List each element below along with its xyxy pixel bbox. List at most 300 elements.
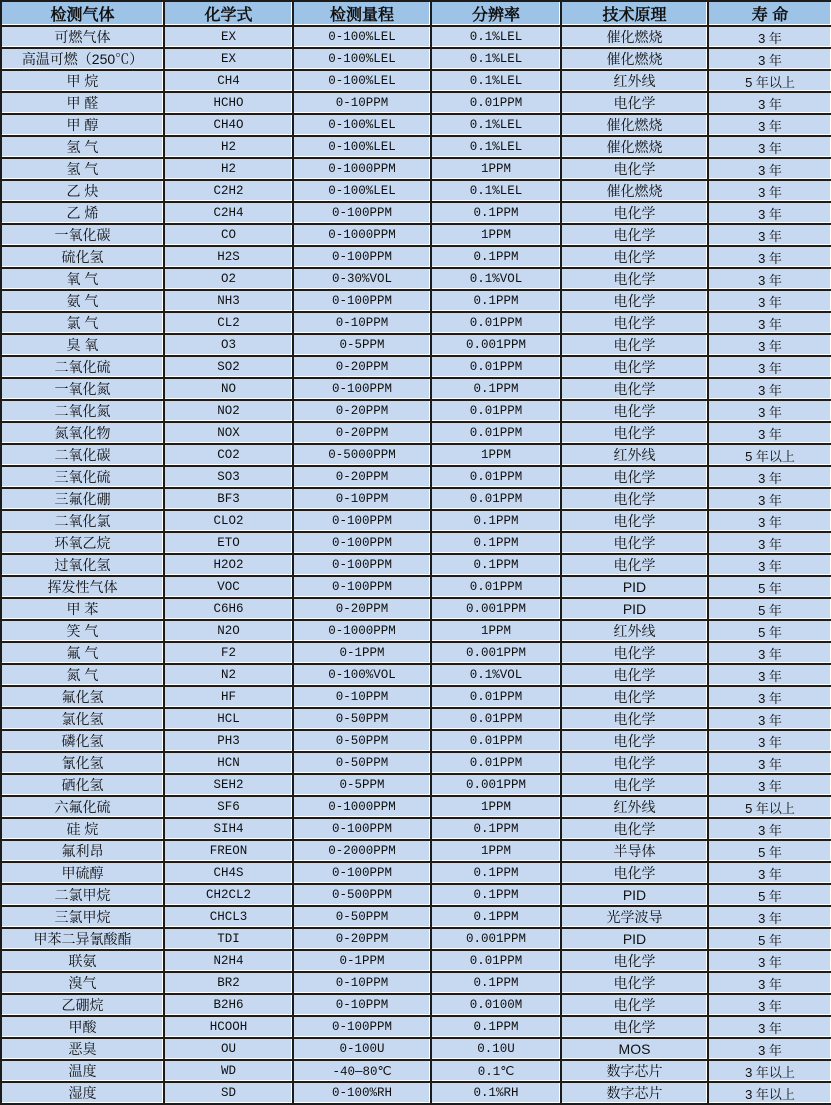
cell-resolution: 0.1PPM [431,1016,561,1038]
cell-detection-range: 0-30%VOL [293,268,431,290]
cell-resolution: 0.01PPM [431,400,561,422]
cell-resolution: 0.1%VOL [431,664,561,686]
cell-technology-principle: 电化学 [561,510,708,532]
cell-detection-range: 0-100PPM [293,1016,431,1038]
cell-resolution: 0.01PPM [431,488,561,510]
cell-chemical-formula: N2 [164,664,293,686]
cell-technology-principle: 催化燃烧 [561,26,708,48]
table-row [1,950,831,972]
cell-technology-principle: 电化学 [561,488,708,510]
cell-chemical-formula: VOC [164,576,293,598]
cell-lifespan: 3 年 [708,26,831,48]
cell-technology-principle: 电化学 [561,290,708,312]
cell-detection-range: 0-100PPM [293,290,431,312]
cell-detection-range: 0-10PPM [293,994,431,1016]
cell-resolution: 0.1PPM [431,202,561,224]
table-row [1,444,831,466]
table-row [1,224,831,246]
cell-chemical-formula: NOX [164,422,293,444]
cell-lifespan: 5 年 [708,620,831,642]
cell-resolution: 0.1%LEL [431,136,561,158]
cell-detection-range: 0-10PPM [293,686,431,708]
cell-detection-range: 0-20PPM [293,422,431,444]
cell-lifespan: 5 年 [708,928,831,950]
cell-gas-name: 环氧乙烷 [1,532,164,554]
cell-technology-principle: 电化学 [561,92,708,114]
cell-detection-range: 0-100%LEL [293,48,431,70]
cell-resolution: 0.01PPM [431,708,561,730]
cell-technology-principle: MOS [561,1038,708,1060]
cell-lifespan: 3 年 [708,730,831,752]
cell-resolution: 0.1PPM [431,554,561,576]
cell-lifespan: 5 年以上 [708,444,831,466]
cell-lifespan: 3 年 [708,202,831,224]
cell-detection-range: 0-1000PPM [293,158,431,180]
table-row [1,774,831,796]
cell-lifespan: 5 年 [708,576,831,598]
cell-lifespan: 3 年 [708,224,831,246]
cell-detection-range: 0-100PPM [293,246,431,268]
cell-technology-principle: 红外线 [561,444,708,466]
cell-detection-range: 0-100%LEL [293,114,431,136]
table-row [1,598,831,620]
cell-gas-name: 联氨 [1,950,164,972]
cell-lifespan: 3 年以上 [708,1060,831,1082]
cell-detection-range: 0-100PPM [293,202,431,224]
cell-resolution: 1PPM [431,796,561,818]
table-row [1,488,831,510]
cell-resolution: 0.1PPM [431,906,561,928]
cell-gas-name: 甲 醛 [1,92,164,114]
cell-gas-name: 氟 气 [1,642,164,664]
cell-chemical-formula: H2 [164,136,293,158]
cell-chemical-formula: HCL [164,708,293,730]
table-row [1,664,831,686]
cell-gas-name: 氟化氢 [1,686,164,708]
cell-technology-principle: PID [561,598,708,620]
cell-technology-principle: 催化燃烧 [561,114,708,136]
cell-lifespan: 3 年 [708,114,831,136]
cell-resolution: 0.1%LEL [431,114,561,136]
cell-resolution: 0.10U [431,1038,561,1060]
cell-detection-range: 0-100PPM [293,862,431,884]
cell-resolution: 0.1PPM [431,378,561,400]
cell-lifespan: 3 年 [708,92,831,114]
cell-gas-name: 三氟化硼 [1,488,164,510]
cell-chemical-formula: SD [164,1082,293,1104]
cell-detection-range: 0-50PPM [293,906,431,928]
cell-gas-name: 乙 炔 [1,180,164,202]
cell-chemical-formula: HCOOH [164,1016,293,1038]
table-row [1,510,831,532]
cell-gas-name: 氨 气 [1,290,164,312]
cell-resolution: 0.001PPM [431,928,561,950]
table-row [1,400,831,422]
cell-detection-range: 0-50PPM [293,708,431,730]
cell-chemical-formula: HF [164,686,293,708]
cell-technology-principle: 电化学 [561,818,708,840]
cell-chemical-formula: PH3 [164,730,293,752]
cell-technology-principle: 红外线 [561,70,708,92]
cell-detection-range: 0-50PPM [293,730,431,752]
cell-chemical-formula: ETO [164,532,293,554]
table-row [1,642,831,664]
cell-chemical-formula: SEH2 [164,774,293,796]
cell-resolution: 0.01PPM [431,312,561,334]
cell-gas-name: 甲硫醇 [1,862,164,884]
table-row [1,356,831,378]
table-row [1,70,831,92]
cell-chemical-formula: TDI [164,928,293,950]
cell-lifespan: 3 年 [708,1016,831,1038]
cell-lifespan: 3 年 [708,708,831,730]
cell-gas-name: 乙 烯 [1,202,164,224]
cell-lifespan: 3 年 [708,180,831,202]
cell-detection-range: 0-1PPM [293,642,431,664]
cell-technology-principle: 电化学 [561,686,708,708]
table-row [1,576,831,598]
cell-lifespan: 3 年 [708,356,831,378]
cell-technology-principle: 电化学 [561,554,708,576]
cell-gas-name: 硒化氢 [1,774,164,796]
cell-technology-principle: 电化学 [561,158,708,180]
cell-chemical-formula: C2H2 [164,180,293,202]
cell-technology-principle: 电化学 [561,532,708,554]
table-row [1,730,831,752]
cell-resolution: 0.1%LEL [431,48,561,70]
cell-technology-principle: 电化学 [561,400,708,422]
cell-resolution: 0.1PPM [431,246,561,268]
cell-chemical-formula: CH4 [164,70,293,92]
cell-resolution: 0.1PPM [431,290,561,312]
cell-chemical-formula: H2O2 [164,554,293,576]
cell-chemical-formula: O3 [164,334,293,356]
cell-gas-name: 氢 气 [1,136,164,158]
cell-technology-principle: PID [561,576,708,598]
column-header-resolution: 分辨率 [431,1,561,26]
cell-detection-range: 0-20PPM [293,928,431,950]
cell-technology-principle: PID [561,928,708,950]
table-row [1,840,831,862]
cell-lifespan: 3 年 [708,422,831,444]
cell-lifespan: 3 年 [708,862,831,884]
cell-gas-name: 氟利昂 [1,840,164,862]
cell-detection-range: 0-10PPM [293,488,431,510]
cell-resolution: 0.1℃ [431,1060,561,1082]
cell-resolution: 0.01PPM [431,422,561,444]
table-row [1,26,831,48]
table-row [1,928,831,950]
cell-technology-principle: 红外线 [561,796,708,818]
table-row [1,158,831,180]
table-row [1,818,831,840]
cell-lifespan: 3 年 [708,950,831,972]
cell-lifespan: 3 年 [708,752,831,774]
cell-chemical-formula: BF3 [164,488,293,510]
cell-technology-principle: 催化燃烧 [561,180,708,202]
cell-detection-range: 0-20PPM [293,598,431,620]
cell-chemical-formula: B2H6 [164,994,293,1016]
table-row [1,972,831,994]
cell-chemical-formula: SF6 [164,796,293,818]
cell-lifespan: 3 年 [708,378,831,400]
cell-detection-range: 0-100%VOL [293,664,431,686]
cell-gas-name: 甲 醇 [1,114,164,136]
cell-technology-principle: 电化学 [561,1016,708,1038]
cell-chemical-formula: OU [164,1038,293,1060]
cell-chemical-formula: H2S [164,246,293,268]
cell-chemical-formula: C6H6 [164,598,293,620]
cell-technology-principle: 电化学 [561,466,708,488]
cell-technology-principle: 电化学 [561,708,708,730]
cell-chemical-formula: CLO2 [164,510,293,532]
cell-technology-principle: 电化学 [561,664,708,686]
cell-technology-principle: 电化学 [561,202,708,224]
cell-resolution: 0.001PPM [431,598,561,620]
header-row [1,1,831,26]
cell-resolution: 0.1PPM [431,818,561,840]
cell-technology-principle: 光学波导 [561,906,708,928]
cell-resolution: 1PPM [431,840,561,862]
table-row [1,246,831,268]
column-header-lifespan: 寿 命 [708,1,831,26]
table-row [1,466,831,488]
cell-technology-principle: 催化燃烧 [561,136,708,158]
cell-gas-name: 一氧化碳 [1,224,164,246]
cell-detection-range: 0-500PPM [293,884,431,906]
cell-chemical-formula: CH4O [164,114,293,136]
cell-resolution: 0.01PPM [431,92,561,114]
cell-gas-name: 二氯甲烷 [1,884,164,906]
cell-gas-name: 甲苯二异氰酸酯 [1,928,164,950]
cell-detection-range: 0-10PPM [293,972,431,994]
cell-gas-name: 高温可燃（250℃） [1,48,164,70]
cell-resolution: 0.1PPM [431,884,561,906]
cell-technology-principle: 电化学 [561,950,708,972]
cell-gas-name: 氮 气 [1,664,164,686]
table-row [1,884,831,906]
cell-lifespan: 5 年 [708,840,831,862]
cell-technology-principle: 电化学 [561,642,708,664]
cell-lifespan: 5 年 [708,884,831,906]
cell-lifespan: 3 年 [708,400,831,422]
cell-chemical-formula: HCN [164,752,293,774]
cell-lifespan: 3 年 [708,466,831,488]
cell-detection-range: 0-100PPM [293,510,431,532]
cell-technology-principle: 电化学 [561,268,708,290]
cell-lifespan: 3 年 [708,1038,831,1060]
cell-detection-range: 0-1000PPM [293,224,431,246]
cell-technology-principle: 电化学 [561,752,708,774]
cell-chemical-formula: FREON [164,840,293,862]
cell-resolution: 0.1%LEL [431,70,561,92]
cell-lifespan: 3 年 [708,290,831,312]
cell-gas-name: 温度 [1,1060,164,1082]
cell-lifespan: 3 年 [708,334,831,356]
table-row [1,334,831,356]
table-row [1,994,831,1016]
cell-chemical-formula: SO3 [164,466,293,488]
cell-lifespan: 3 年 [708,554,831,576]
cell-lifespan: 3 年 [708,818,831,840]
cell-detection-range: 0-100%LEL [293,70,431,92]
column-header-technology: 技术原理 [561,1,708,26]
cell-detection-range: 0-5000PPM [293,444,431,466]
cell-lifespan: 3 年 [708,268,831,290]
cell-gas-name: 氯 气 [1,312,164,334]
table-row [1,1082,831,1104]
cell-detection-range: 0-100PPM [293,818,431,840]
column-header-range: 检测量程 [293,1,431,26]
cell-lifespan: 3 年 [708,906,831,928]
cell-technology-principle: 电化学 [561,994,708,1016]
table-row [1,114,831,136]
cell-detection-range: 0-10PPM [293,312,431,334]
cell-chemical-formula: O2 [164,268,293,290]
cell-detection-range: 0-100PPM [293,576,431,598]
cell-detection-range: 0-100U [293,1038,431,1060]
cell-gas-name: 三氯甲烷 [1,906,164,928]
cell-lifespan: 3 年 [708,312,831,334]
cell-gas-name: 二氧化硫 [1,356,164,378]
cell-lifespan: 3 年 [708,136,831,158]
cell-chemical-formula: WD [164,1060,293,1082]
cell-gas-name: 磷化氢 [1,730,164,752]
table-row [1,312,831,334]
cell-lifespan: 3 年 [708,664,831,686]
cell-technology-principle: 电化学 [561,356,708,378]
table-row [1,532,831,554]
cell-technology-principle: 电化学 [561,972,708,994]
cell-technology-principle: 催化燃烧 [561,48,708,70]
cell-chemical-formula: HCHO [164,92,293,114]
cell-resolution: 1PPM [431,158,561,180]
cell-gas-name: 三氧化硫 [1,466,164,488]
cell-chemical-formula: SIH4 [164,818,293,840]
cell-resolution: 0.01PPM [431,752,561,774]
cell-chemical-formula: C2H4 [164,202,293,224]
cell-chemical-formula: NH3 [164,290,293,312]
cell-lifespan: 3 年 [708,158,831,180]
table-row [1,48,831,70]
cell-technology-principle: 电化学 [561,730,708,752]
cell-gas-name: 硅 烷 [1,818,164,840]
table-row [1,620,831,642]
cell-gas-name: 甲 烷 [1,70,164,92]
cell-gas-name: 氯化氢 [1,708,164,730]
table-row [1,180,831,202]
cell-detection-range: 0-100PPM [293,532,431,554]
cell-technology-principle: 电化学 [561,862,708,884]
cell-gas-name: 甲 苯 [1,598,164,620]
cell-chemical-formula: NO2 [164,400,293,422]
cell-chemical-formula: CO [164,224,293,246]
column-header-formula: 化学式 [164,1,293,26]
cell-detection-range: 0-100%LEL [293,136,431,158]
cell-detection-range: 0-1000PPM [293,620,431,642]
cell-resolution: 0.01PPM [431,950,561,972]
table-row [1,1038,831,1060]
table-row [1,1060,831,1082]
cell-detection-range: 0-100PPM [293,554,431,576]
cell-chemical-formula: BR2 [164,972,293,994]
table-row [1,202,831,224]
cell-detection-range: 0-20PPM [293,356,431,378]
cell-lifespan: 3 年 [708,994,831,1016]
cell-chemical-formula: EX [164,26,293,48]
cell-resolution: 1PPM [431,224,561,246]
cell-gas-name: 硫化氢 [1,246,164,268]
cell-detection-range: 0-5PPM [293,774,431,796]
cell-resolution: 0.001PPM [431,774,561,796]
cell-detection-range: -40—80℃ [293,1060,431,1082]
cell-lifespan: 5 年 [708,598,831,620]
cell-chemical-formula: NO [164,378,293,400]
cell-lifespan: 3 年以上 [708,1082,831,1104]
cell-chemical-formula: SO2 [164,356,293,378]
cell-gas-name: 六氟化硫 [1,796,164,818]
cell-resolution: 1PPM [431,444,561,466]
cell-chemical-formula: N2H4 [164,950,293,972]
cell-chemical-formula: N2O [164,620,293,642]
cell-technology-principle: 电化学 [561,378,708,400]
cell-technology-principle: 电化学 [561,422,708,444]
cell-gas-name: 氢 气 [1,158,164,180]
cell-chemical-formula: CHCL3 [164,906,293,928]
cell-technology-principle: PID [561,884,708,906]
table-row [1,862,831,884]
column-header-gas: 检测气体 [1,1,164,26]
cell-gas-name: 溴气 [1,972,164,994]
cell-lifespan: 3 年 [708,488,831,510]
table-row [1,92,831,114]
cell-resolution: 0.001PPM [431,642,561,664]
cell-gas-name: 二氧化碳 [1,444,164,466]
cell-gas-name: 湿度 [1,1082,164,1104]
cell-technology-principle: 电化学 [561,774,708,796]
cell-resolution: 0.1PPM [431,532,561,554]
cell-resolution: 0.1%VOL [431,268,561,290]
cell-detection-range: 0-50PPM [293,752,431,774]
cell-technology-principle: 数字芯片 [561,1082,708,1104]
table-row [1,708,831,730]
cell-gas-name: 一氧化氮 [1,378,164,400]
cell-gas-name: 氰化氢 [1,752,164,774]
cell-chemical-formula: EX [164,48,293,70]
cell-resolution: 1PPM [431,620,561,642]
cell-detection-range: 0-2000PPM [293,840,431,862]
cell-resolution: 0.1PPM [431,862,561,884]
cell-chemical-formula: CH4S [164,862,293,884]
cell-resolution: 0.1PPM [431,972,561,994]
cell-resolution: 0.001PPM [431,334,561,356]
table-row [1,686,831,708]
table-row [1,268,831,290]
cell-technology-principle: 数字芯片 [561,1060,708,1082]
table-row [1,378,831,400]
cell-lifespan: 5 年以上 [708,796,831,818]
cell-lifespan: 3 年 [708,532,831,554]
cell-lifespan: 3 年 [708,642,831,664]
table-row [1,906,831,928]
table-body [1,26,831,1104]
cell-resolution: 0.01PPM [431,356,561,378]
cell-resolution: 0.01PPM [431,576,561,598]
cell-detection-range: 0-5PPM [293,334,431,356]
cell-chemical-formula: CL2 [164,312,293,334]
cell-gas-name: 臭 氧 [1,334,164,356]
cell-lifespan: 3 年 [708,246,831,268]
